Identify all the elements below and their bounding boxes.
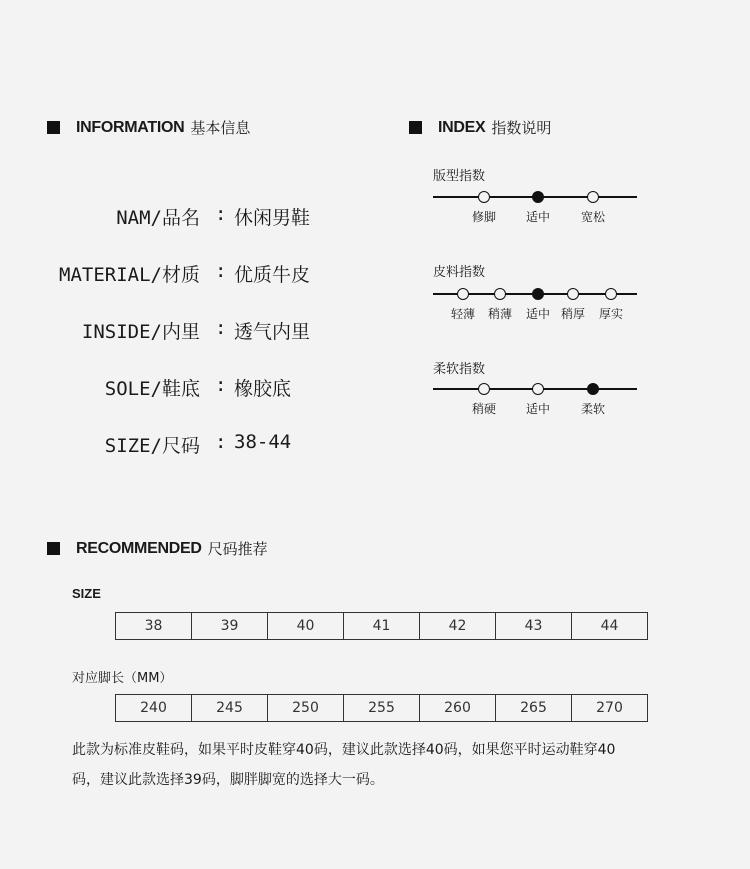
scale-option-label: 稍厚 (560, 307, 586, 321)
information-row-colon: : (215, 317, 227, 339)
size-note-line-1: 此款为标准皮鞋码，如果平时皮鞋穿40码，建议此款选择40码，如果您平时运动鞋穿40 (72, 742, 616, 758)
size-cell: 38 (144, 618, 163, 634)
foot-length-cell: 270 (571, 695, 647, 721)
scale-option-label: 轻薄 (450, 307, 476, 321)
scale-dot-selected (587, 383, 599, 395)
information-row-value: 橡胶底 (234, 378, 292, 400)
scale-dot (478, 191, 490, 203)
scale-dot (605, 288, 617, 300)
index-heading-cn: 指数说明 (491, 119, 552, 137)
foot-length-label: 对应脚长（MM） (72, 671, 173, 686)
information-row-label: SOLE/鞋底 (104, 378, 200, 400)
size-cell: 42 (419, 613, 495, 639)
information-row-colon: : (215, 260, 227, 282)
scale-option-label: 稍薄 (487, 307, 513, 321)
foot-length-cell: 265 (495, 695, 571, 721)
scale-option-label: 稍硬 (471, 402, 497, 416)
scale-option-label: 厚实 (598, 307, 624, 321)
information-row-value: 优质牛皮 (234, 264, 311, 286)
scale-dot (587, 191, 599, 203)
scale-title: 柔软指数 (433, 362, 486, 377)
foot-length-cell: 250 (267, 695, 343, 721)
size-cell: 41 (343, 613, 419, 639)
information-heading (47, 117, 250, 138)
index-heading (409, 117, 551, 138)
foot-length-cell: 240 (140, 700, 167, 716)
information-row-label: INSIDE/内里 (81, 321, 200, 343)
recommended-heading-en: RECOMMENDED (76, 539, 202, 557)
bullet-square-icon (409, 121, 422, 134)
information-row-value: 休闲男鞋 (234, 207, 311, 229)
information-heading-cn: 基本信息 (190, 119, 251, 137)
scale-dot-selected (532, 191, 544, 203)
scale-dot (494, 288, 506, 300)
information-row-value: 透气内里 (234, 321, 311, 343)
scale-option-label: 适中 (525, 210, 551, 224)
bullet-square-icon (47, 121, 60, 134)
scale-option-label: 宽松 (580, 210, 606, 224)
information-row-colon: : (215, 431, 227, 453)
index-heading-en: INDEX (438, 118, 486, 136)
size-cell: 40 (267, 613, 343, 639)
size-table-row (115, 612, 648, 640)
foot-length-table-row (115, 694, 648, 722)
information-row-label: NAM/品名 (116, 207, 200, 229)
recommended-heading (47, 538, 268, 559)
information-row-colon: : (215, 203, 227, 225)
scale-dot (567, 288, 579, 300)
size-cell: 44 (571, 613, 647, 639)
foot-length-cell: 245 (191, 695, 267, 721)
scale-title: 皮料指数 (433, 265, 486, 280)
size-note (72, 735, 732, 795)
size-note-line-2: 码，建议此款选择39码，脚胖脚宽的选择大一码。 (72, 772, 384, 788)
bullet-square-icon (47, 542, 60, 555)
foot-length-cell: 260 (419, 695, 495, 721)
recommended-heading-cn: 尺码推荐 (207, 540, 268, 558)
foot-length-cell: 255 (343, 695, 419, 721)
scale-option-label: 适中 (525, 307, 551, 321)
size-cell: 43 (495, 613, 571, 639)
scale-dot (478, 383, 490, 395)
information-row-label: MATERIAL/材质 (59, 264, 200, 286)
scale-dot (532, 383, 544, 395)
information-row-label: SIZE/尺码 (104, 435, 200, 457)
information-row-colon: : (215, 374, 227, 396)
scale-option-label: 修脚 (471, 210, 497, 224)
information-row-value: 38-44 (234, 431, 292, 453)
scale-option-label: 柔软 (580, 402, 606, 416)
scale-title: 版型指数 (433, 169, 486, 184)
information-heading-en: INFORMATION (76, 118, 185, 136)
scale-option-label: 适中 (525, 402, 551, 416)
size-cell: 39 (191, 613, 267, 639)
scale-dot (457, 288, 469, 300)
size-label: SIZE (72, 586, 101, 601)
scale-dot-selected (532, 288, 544, 300)
